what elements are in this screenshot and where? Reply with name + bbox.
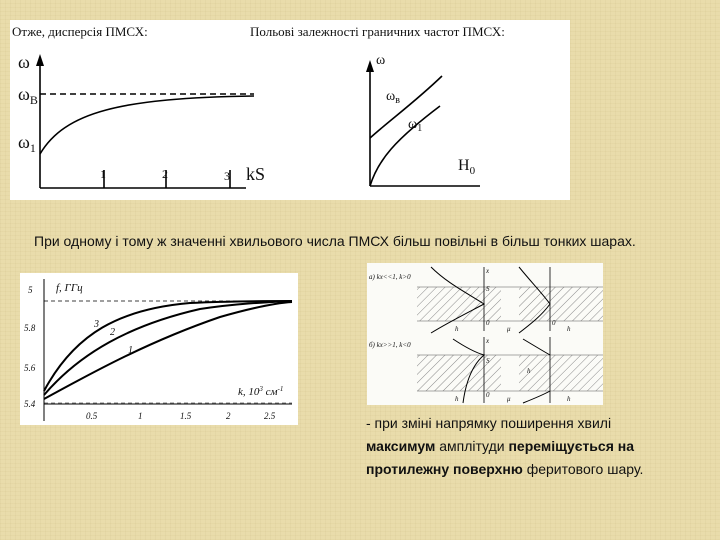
ferrite-layer-a-right xyxy=(519,287,603,321)
curve-label-2: 2 xyxy=(110,327,115,338)
y-tick-5-4: 5.4 xyxy=(24,399,36,409)
field-dependence-sketch xyxy=(366,53,480,186)
note-bold-moves: переміщується на протилежну поверхню xyxy=(366,438,634,477)
field-dependence-caption: Польові залежності граничних частот ПМСХ: xyxy=(250,24,505,39)
tick-label-3: 3 xyxy=(224,169,230,183)
note-suffix: феритового шару. xyxy=(522,461,644,477)
note-mid: амплітуди xyxy=(435,438,509,454)
symbol-x-b: x xyxy=(486,337,490,345)
y-tick-5: 5 xyxy=(28,285,33,295)
case-a-label: а) kx<<1, k>0 xyxy=(369,273,411,281)
omega-1-curve xyxy=(370,106,440,186)
symbol-0-a: 0 xyxy=(486,319,490,327)
curve-3 xyxy=(44,301,292,391)
symbol-0b-a: 0 xyxy=(552,319,556,327)
right-omega-1-label: $\omega_1$ xyxy=(408,117,423,134)
note-prefix: - при зміні напрямку поширення хвилі xyxy=(366,415,612,431)
x-tick-0-5: 0.5 xyxy=(86,411,98,421)
dispersion-caption: Отже, дисперсія ПМСХ: xyxy=(12,24,148,39)
dispersion-chart-panel xyxy=(20,273,298,425)
x-tick-1-5: 1.5 xyxy=(180,411,192,421)
profile-b-2 xyxy=(523,339,550,355)
right-omega-b-label: $\omega_в$ xyxy=(386,89,400,106)
symbol-x-a: x xyxy=(486,267,490,275)
profile-b-3 xyxy=(523,391,550,403)
symbol-mu-b: μ xyxy=(507,395,511,403)
dispersion-sketch xyxy=(18,52,265,188)
y-tick-5-8: 5.8 xyxy=(24,323,36,333)
symbol-h2-a: h xyxy=(567,325,571,333)
field-distribution-svg xyxy=(367,263,603,405)
left-y-arrow xyxy=(36,54,44,66)
case-b-label: б) kx>>1, k<0 xyxy=(369,341,411,349)
symbol-h2-b: h xyxy=(567,395,571,403)
tick-label-1: 1 xyxy=(100,167,106,181)
symbol-0-b: 0 xyxy=(486,391,490,399)
right-y-arrow xyxy=(366,60,374,72)
dispersion-curve xyxy=(40,96,254,154)
symbol-h-b: h xyxy=(455,395,459,403)
x-tick-2-5: 2.5 xyxy=(264,411,276,421)
omega-b-label: $\omega_В$ xyxy=(18,84,38,107)
direction-note xyxy=(366,412,666,481)
tick-label-2: 2 xyxy=(162,167,168,181)
dispersion-chart-svg xyxy=(20,273,298,425)
symbol-mu-a: μ xyxy=(507,325,511,333)
curve-1 xyxy=(44,302,292,399)
curve-label-3: 3 xyxy=(94,319,99,330)
symbol-s-a: S xyxy=(486,285,490,293)
curve-2 xyxy=(44,301,292,395)
symbol-h3-b: h xyxy=(527,367,531,375)
right-omega-label: ω xyxy=(376,53,386,68)
x-tick-2: 2 xyxy=(226,411,231,421)
chart-y-label: f, ГГц xyxy=(56,282,83,294)
left-omega-label: ω xyxy=(18,52,30,72)
symbol-s-b: S xyxy=(486,357,490,365)
curve-label-1: 1 xyxy=(128,345,133,356)
top-figure-panel xyxy=(10,20,570,200)
y-tick-5-6: 5.6 xyxy=(24,363,36,373)
conclusion-text: При одному і тому ж значенні хвильового числа ПМСХ більш повільні в більш тонких шарах. xyxy=(34,233,636,249)
chart-x-label: k, $10^3$ $см^{-1}$ xyxy=(238,385,284,398)
h0-axis-label: $H_0$ xyxy=(458,157,476,177)
ferrite-layer-b-right xyxy=(519,355,603,391)
omega-1-label: $\omega_1$ xyxy=(18,132,36,155)
x-tick-1: 1 xyxy=(138,411,143,421)
note-bold-maximum: максимум xyxy=(366,438,436,454)
ks-axis-label: kS xyxy=(246,164,266,184)
symbol-h-a: h xyxy=(455,325,459,333)
omega-b-curve xyxy=(370,76,442,138)
field-distribution-panel xyxy=(367,263,603,405)
top-figures-svg xyxy=(10,20,570,200)
